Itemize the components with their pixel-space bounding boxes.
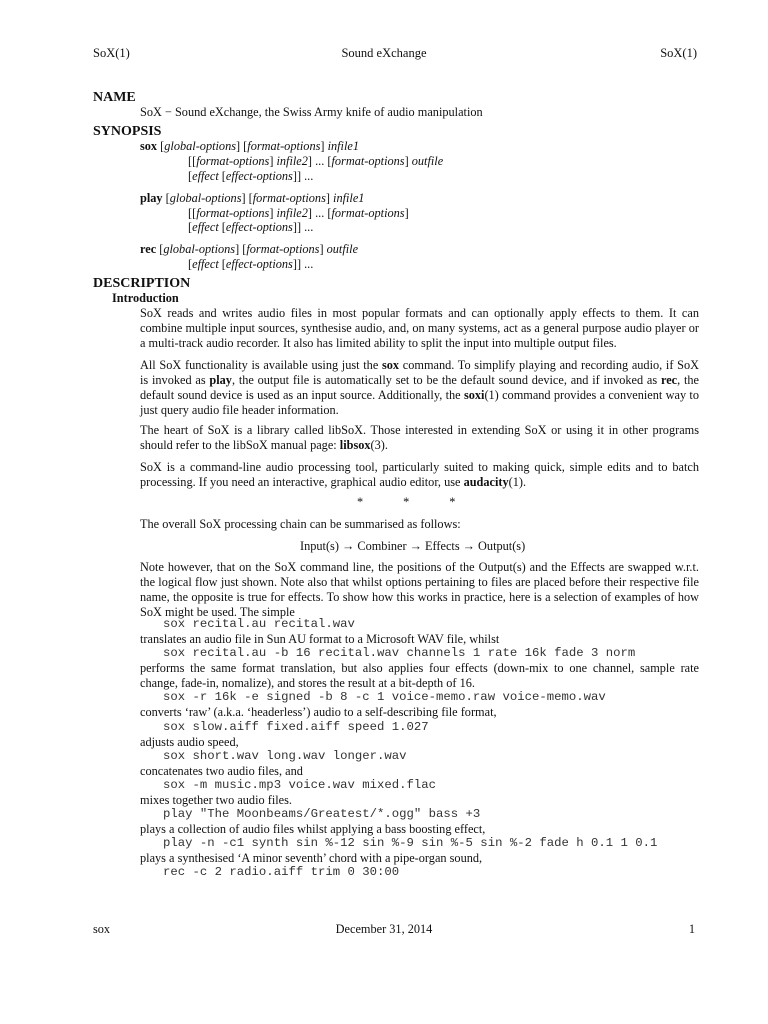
synopsis-rec-line1: rec [global-options] [format-options] outfile xyxy=(140,242,359,256)
example-description: adjusts audio speed, xyxy=(140,735,239,749)
description-heading: DESCRIPTION xyxy=(93,276,191,291)
synopsis-sox-line2: [[format-options] infile2] ... [format-options] outfile xyxy=(188,154,444,168)
synopsis-heading: SYNOPSIS xyxy=(93,124,162,139)
example-code: sox short.wav long.wav longer.wav xyxy=(163,749,407,763)
example-code: sox -m music.mp3 voice.wav mixed.flac xyxy=(163,778,437,792)
example-description: translates an audio file in Sun AU format to a Microsoft WAV file, whilst xyxy=(140,632,500,646)
footer-page-number: 1 xyxy=(688,922,695,936)
synopsis-sox-line3: [effect [effect-options]] ... xyxy=(188,169,314,183)
example-description: converts ‘raw’ (a.k.a. ‘headerless’) audio to a self-describing file format, xyxy=(140,705,497,719)
section-separator-stars: * * * xyxy=(357,495,456,509)
example-description: concatenates two audio files, and xyxy=(140,764,303,778)
example-code: sox recital.au -b 16 recital.wav channels 1 rate 16k fade 3 norm xyxy=(163,646,636,660)
example-description: performs the same format translation, but also applies four effects (down-mix to one channel, sample rate change, fade-in, nomalize), and stores the result at a bit-depth of 16. xyxy=(140,661,699,690)
footer-left: sox xyxy=(93,922,111,936)
example-code: rec -c 2 radio.aiff trim 0 30:00 xyxy=(163,865,400,879)
name-text: SoX − Sound eXchange, the Swiss Army knife of audio manipulation xyxy=(140,105,483,119)
paragraph-chain-intro: The overall SoX processing chain can be summarised as follows: xyxy=(140,517,461,531)
example-code: play "The Moonbeams/Greatest/*.ogg" bass +3 xyxy=(163,807,481,821)
example-description: plays a synthesised ‘A minor seventh’ chord with a pipe-organ sound, xyxy=(140,851,483,865)
introduction-subheading: Introduction xyxy=(112,291,179,305)
synopsis-rec-line2: [effect [effect-options]] ... xyxy=(188,257,314,271)
synopsis-play-line3: [effect [effect-options]] ... xyxy=(188,220,314,234)
footer-date: December 31, 2014 xyxy=(335,922,433,936)
example-code: sox slow.aiff fixed.aiff speed 1.027 xyxy=(163,720,429,734)
example-description: plays a collection of audio files whilst applying a bass boosting effect, xyxy=(140,822,486,836)
example-code: sox -r 16k -e signed -b 8 -c 1 voice-memo.raw voice-memo.wav xyxy=(163,690,606,704)
paragraph-intro: SoX reads and writes audio files in most popular formats and can optionally apply effects to them. It can combine multiple input sources, synthesise audio, and, on many systems, act as a general purpose audio player or a multi-track audio recorder. It also has limited ability to split the input into multiple output files. xyxy=(140,306,699,350)
paragraph-note: Note however, that on the SoX command line, the positions of the Output(s) and the Effects are swapped w.r.t. the logical flow just shown. Note also that whilst options pertaining to files are placed before their respective file name, the opposite is true for effects. To show how this works in practice, here is a selection of examples of how SoX might be used. The simple xyxy=(140,560,699,619)
paragraph-cli-tool: SoX is a command-line audio processing tool, particularly suited to making quick, simple edits and to batch processing. If you need an interactive, graphical audio editor, use audacity(1). xyxy=(140,460,699,489)
name-heading: NAME xyxy=(93,90,136,105)
example-code: play -n -c1 synth sin %-12 sin %-9 sin %-5 sin %-2 fade h 0.1 1 0.1 xyxy=(163,836,658,850)
synopsis-play-line2: [[format-options] infile2] ... [format-options] xyxy=(188,206,409,220)
paragraph-libsox: The heart of SoX is a library called libSoX. Those interested in extending SoX or using it in other programs should refer to the libSoX manual page: libsox(3). xyxy=(140,423,699,452)
paragraph-functionality: All SoX functionality is available using just the sox command. To simplify playing and recording audio, if SoX is invoked as play, the output file is automatically set to be the default sound device, and if invoked as rec, the default sound device is used as an input source. Additionally, the soxi(1) command provides a convenient way to just query audio file header information. xyxy=(140,358,699,417)
header-center: Sound eXchange xyxy=(341,46,427,60)
synopsis-sox-line1: sox [global-options] [format-options] infile1 xyxy=(140,139,359,153)
header-right: SoX(1) xyxy=(660,46,697,60)
synopsis-play-line1: play [global-options] [format-options] infile1 xyxy=(140,191,365,205)
example-code: sox recital.au recital.wav xyxy=(163,617,355,631)
processing-chain: Input(s) → Combiner → Effects → Output(s) xyxy=(300,539,526,553)
example-description: mixes together two audio files. xyxy=(140,793,292,807)
header-left: SoX(1) xyxy=(93,46,130,60)
